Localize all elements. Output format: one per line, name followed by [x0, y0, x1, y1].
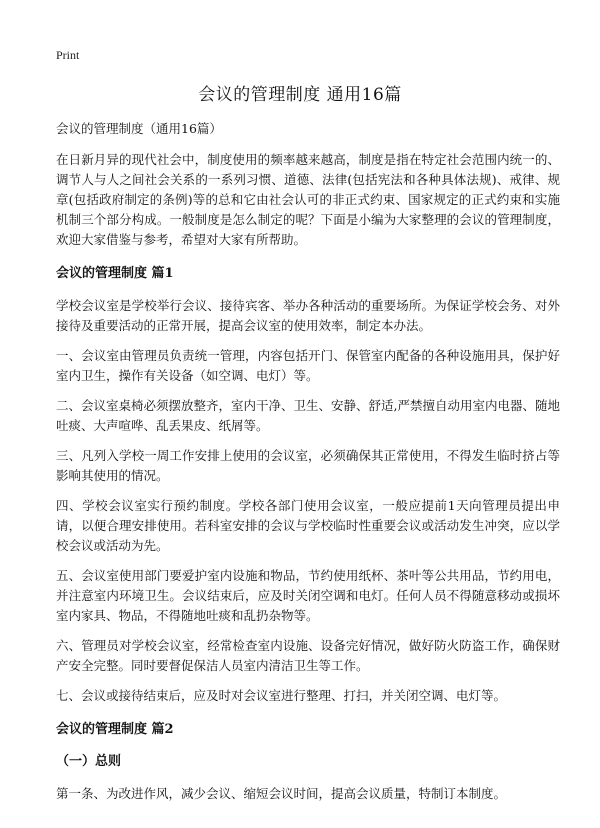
section-1-paragraph: 四、学校会议室实行预约制度。学校各部门使用会议室，一般应提前1天向管理员提出申请，以便合理安排使用。若科室安排的会议与学校临时性重要会议或活动发生冲突，应以学校会议或活动为先。	[56, 498, 560, 553]
intro-paragraph: 在日新月异的现代社会中，制度使用的频率越来越高，制度是指在特定社会范围内统一的、调节人与人之间社会关系的一系列习惯、道德、法律(包括宪法和各种具体法规)、戒律、规章(包括政府制定的条例)等的总和它由社会认可的非正式约束、国家规定的正式约束和实施机制三个部分构成。一般制度是怎么制定的呢？下面是小编为大家整理的会议的管理制度，欢迎大家借鉴与参考，希望对大家有所帮助。	[56, 152, 560, 247]
section-2-heading: 会议的管理制度 篇2	[56, 722, 174, 737]
section-1-paragraph: 一、会议室由管理员负责统一管理，内容包括开门、保管室内配备的各种设施用具，保护好室内卫生，操作有关设备（如空调、电灯）等。	[56, 348, 560, 383]
section-2-subheading: （一）总则	[56, 754, 122, 769]
document-body	[56, 119, 560, 814]
section-1-paragraph: 五、会议室使用部门要爱护室内设施和物品，节约使用纸杯、茶叶等公共用品，节约用电，并注意室内环境卫生。会议结束后，应及时关闭空调和电灯。任何人员不得随意移动或损坏室内家具、物品，不得随地吐痰和乱扔杂物等。	[56, 568, 560, 623]
section-1-paragraph: 七、会议或接待结束后，应及时对会议室进行整理、打扫，并关闭空调、电灯等。	[56, 688, 507, 703]
section-2-paragraph: 第一条、为改进作风，减少会议、缩短会议时间，提高会议质量，特制订本制度。	[56, 786, 507, 801]
section-1-paragraph: 学校会议室是学校举行会议、接待宾客、举办各种活动的重要场所。为保证学校会务、对外接待及重要活动的正常开展，提高会议室的使用效率，制定本办法。	[56, 298, 560, 333]
document-subtitle: 会议的管理制度（通用16篇）	[56, 121, 222, 136]
section-1-paragraph: 三、凡列入学校一周工作安排上使用的会议室，必须确保其正常使用，不得发生临时挤占等影响其使用的情况。	[56, 448, 560, 483]
section-1-paragraph: 二、会议室桌椅必须摆放整齐，室内干净、卫生、安静、舒适,严禁擅自动用室内电器、随地吐痰、大声喧哗、乱丢果皮、纸屑等。	[56, 398, 560, 433]
section-1-paragraph: 六、管理员对学校会议室，经常检查室内设施、设备完好情况，做好防火防盗工作，确保财产安全完整。同时要督促保洁人员室内清洁卫生等工作。	[56, 638, 560, 673]
print-label: Print	[56, 48, 80, 62]
section-1-heading: 会议的管理制度 篇1	[56, 266, 174, 281]
document-title: 会议的管理制度 通用16篇	[198, 85, 402, 105]
